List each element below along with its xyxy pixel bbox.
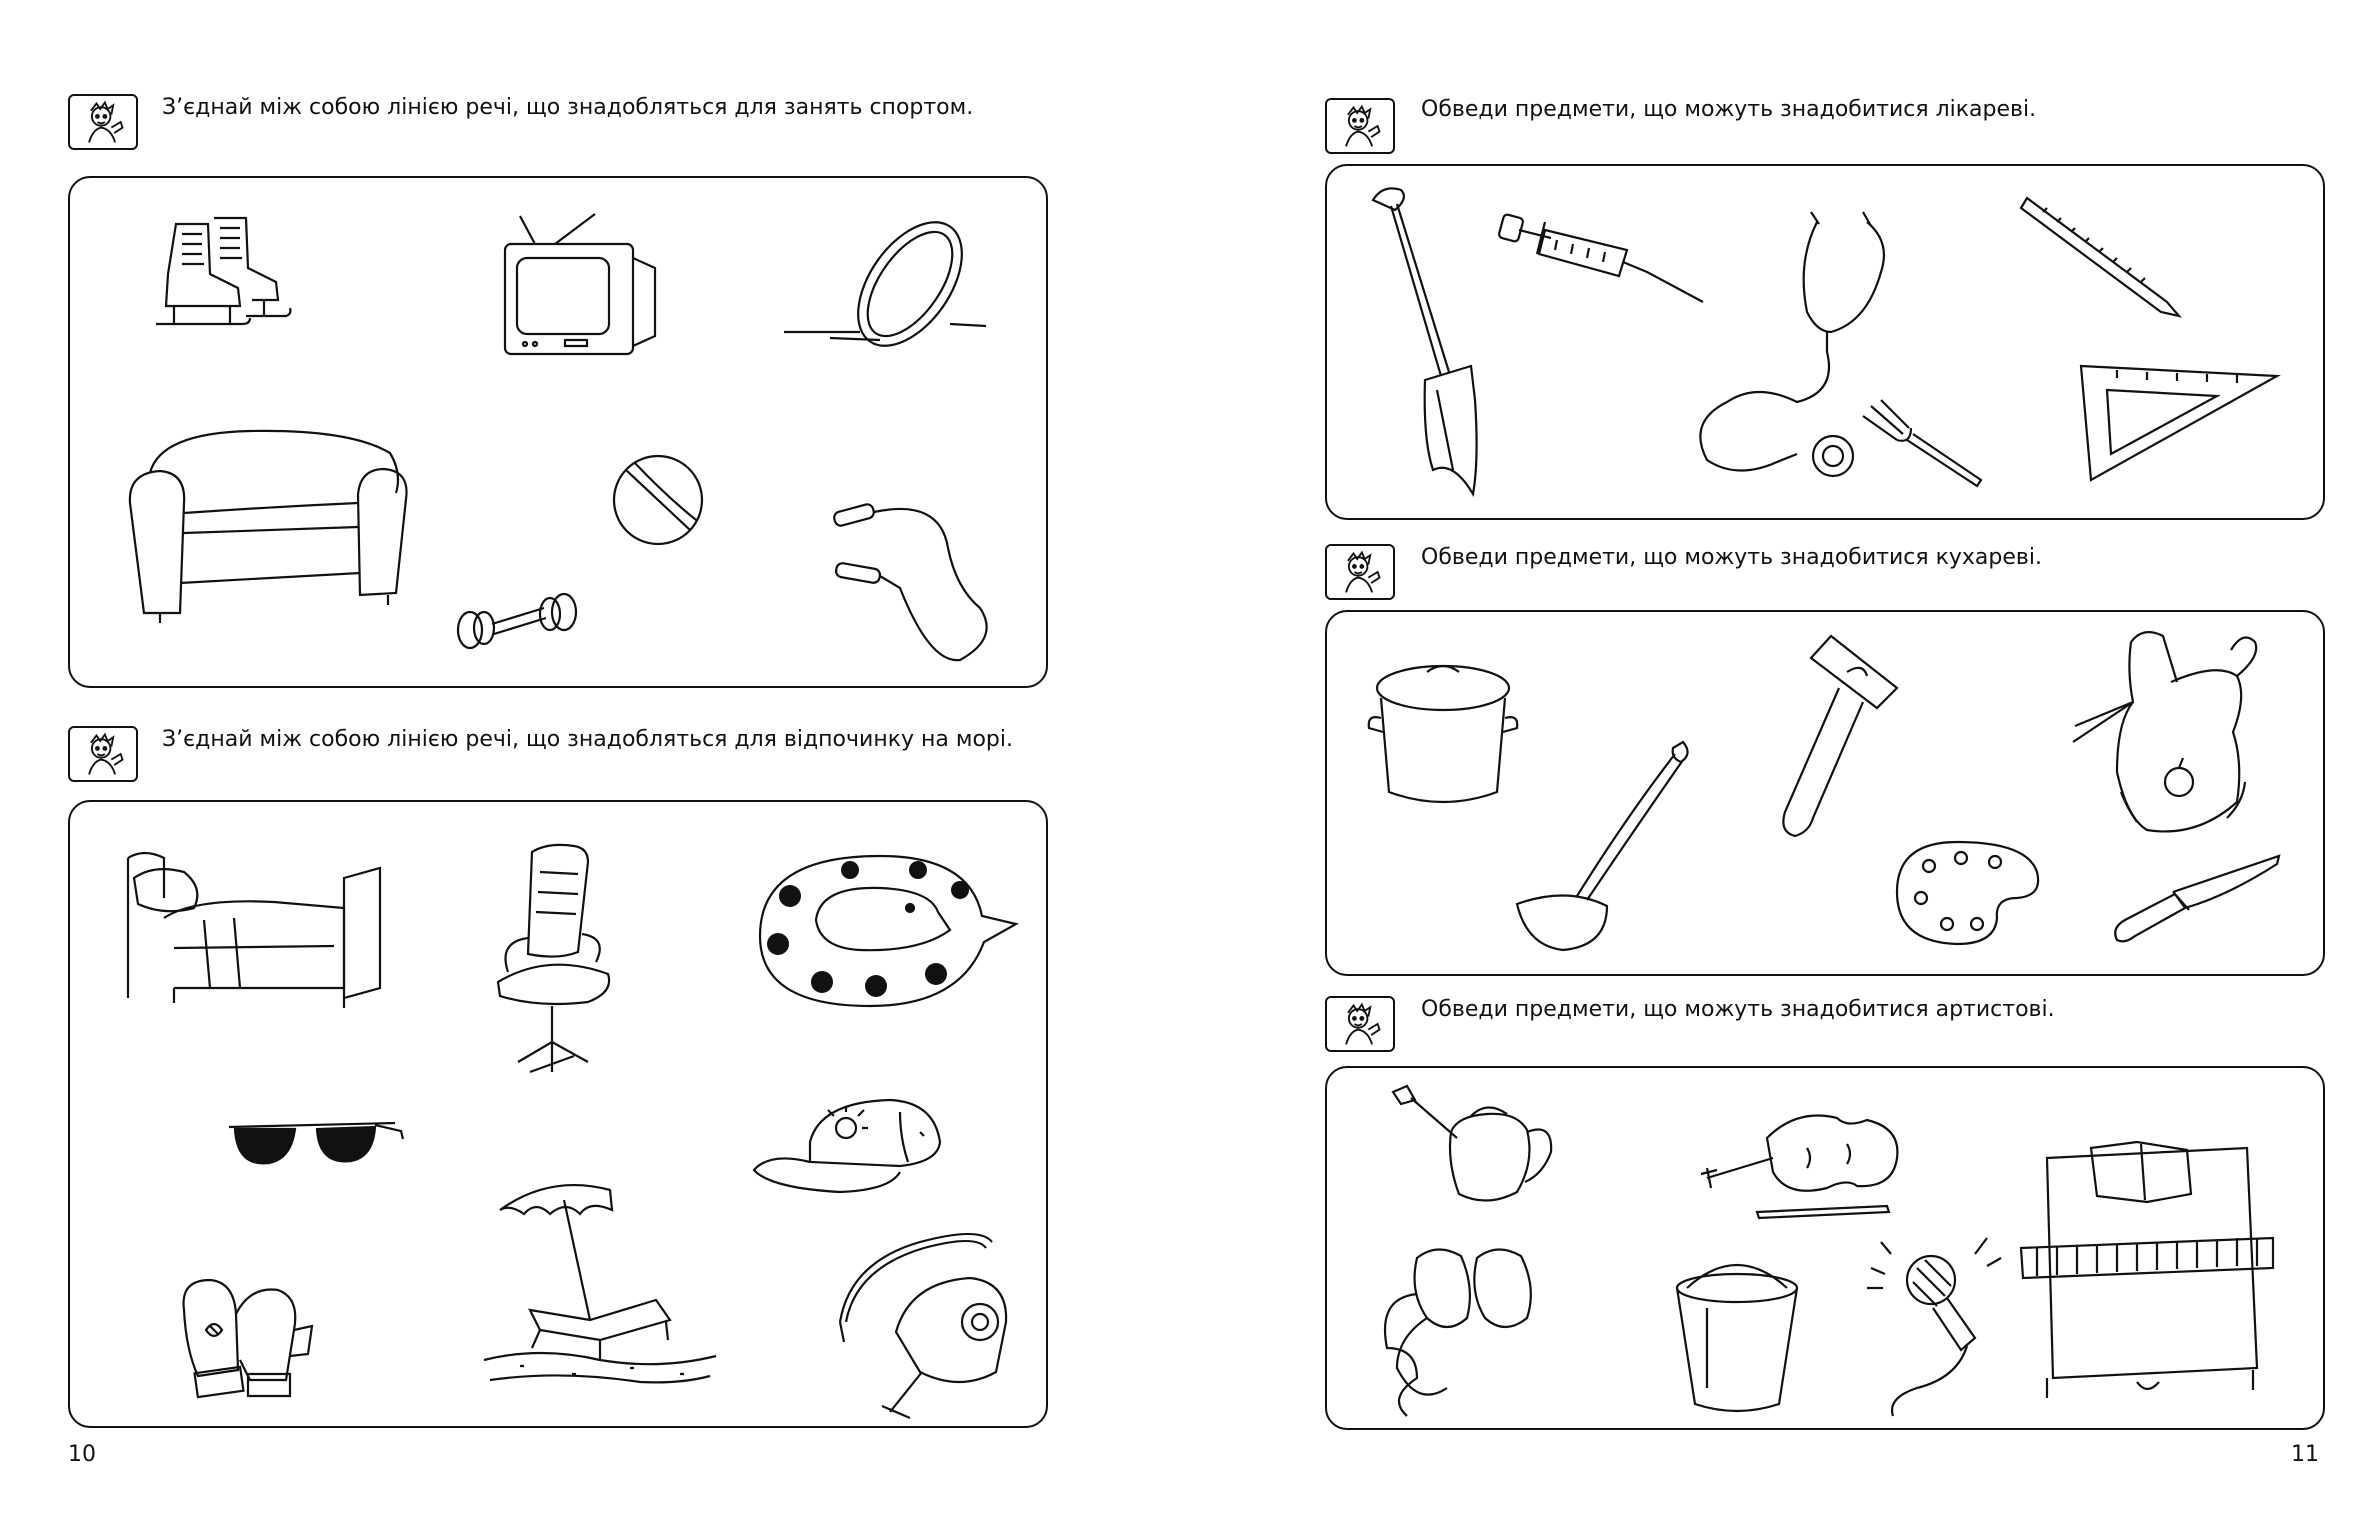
beach-umbrella-icon (480, 1170, 720, 1400)
page-number: 11 (2291, 1442, 2319, 1467)
task-box-doctor (1325, 164, 2325, 520)
shovel-icon (1363, 180, 1493, 500)
piano-icon (2017, 1138, 2277, 1418)
sunglasses-icon (225, 1107, 405, 1177)
fork-icon (1857, 396, 1987, 496)
bucket-icon (1667, 1248, 1807, 1418)
bed-icon (114, 838, 394, 1008)
task-instruction-sea: З’єднай між собою лінією речі, що знадобляться для відпочинку на морі. (162, 727, 1013, 752)
sofa-icon (120, 423, 420, 633)
ladle-icon (1507, 736, 1697, 956)
palette-icon (1877, 832, 2047, 952)
microphone-icon (1857, 1228, 2017, 1418)
task-boy-icon (68, 94, 138, 150)
task-box-sea (68, 800, 1048, 1428)
task-boy-icon (1325, 996, 1395, 1052)
skates-icon (146, 214, 296, 344)
task-box-cook (1325, 610, 2325, 976)
task-box-sport (68, 176, 1048, 688)
thermometer-icon (2017, 192, 2187, 322)
task-instruction-sport: З’єднай між собою лінією речі, що знадобляться для занять спортом. (162, 95, 974, 120)
task-boy-icon (1325, 544, 1395, 600)
dumbbell-icon (452, 578, 582, 658)
set-square-icon (2077, 356, 2287, 486)
task-box-artist (1325, 1066, 2325, 1430)
task-instruction-artist: Обведи предмети, що можуть знадобитися артистові. (1421, 997, 2055, 1022)
apron-icon (2067, 622, 2267, 852)
office-chair-icon (478, 842, 628, 1092)
ballet-shoes-icon (1357, 1238, 1557, 1418)
task-instruction-doctor: Обведи предмети, що можуть знадобитися лікареві. (1421, 97, 2037, 122)
vacuum-cleaner-icon (830, 1222, 1020, 1422)
tv-icon (495, 208, 665, 368)
watering-can-icon (1387, 1082, 1557, 1212)
page-number: 10 (68, 1442, 96, 1467)
right-page (1181, 0, 2362, 1535)
task-boy-icon (68, 726, 138, 782)
mittens-icon (170, 1270, 320, 1410)
hammer-icon (1767, 632, 1907, 842)
swim-ring-icon (750, 846, 1020, 1016)
task-instruction-cook: Обведи предмети, що можуть знадобитися кухареві. (1421, 545, 2042, 570)
violin-icon (1697, 1098, 1907, 1228)
hula-hoop-icon (780, 214, 990, 364)
ball-icon (608, 450, 708, 550)
cap-icon (750, 1082, 950, 1212)
task-boy-icon (1325, 98, 1395, 154)
knife-icon (2107, 852, 2287, 952)
jump-rope-icon (830, 488, 1010, 668)
pot-icon (1363, 652, 1523, 812)
